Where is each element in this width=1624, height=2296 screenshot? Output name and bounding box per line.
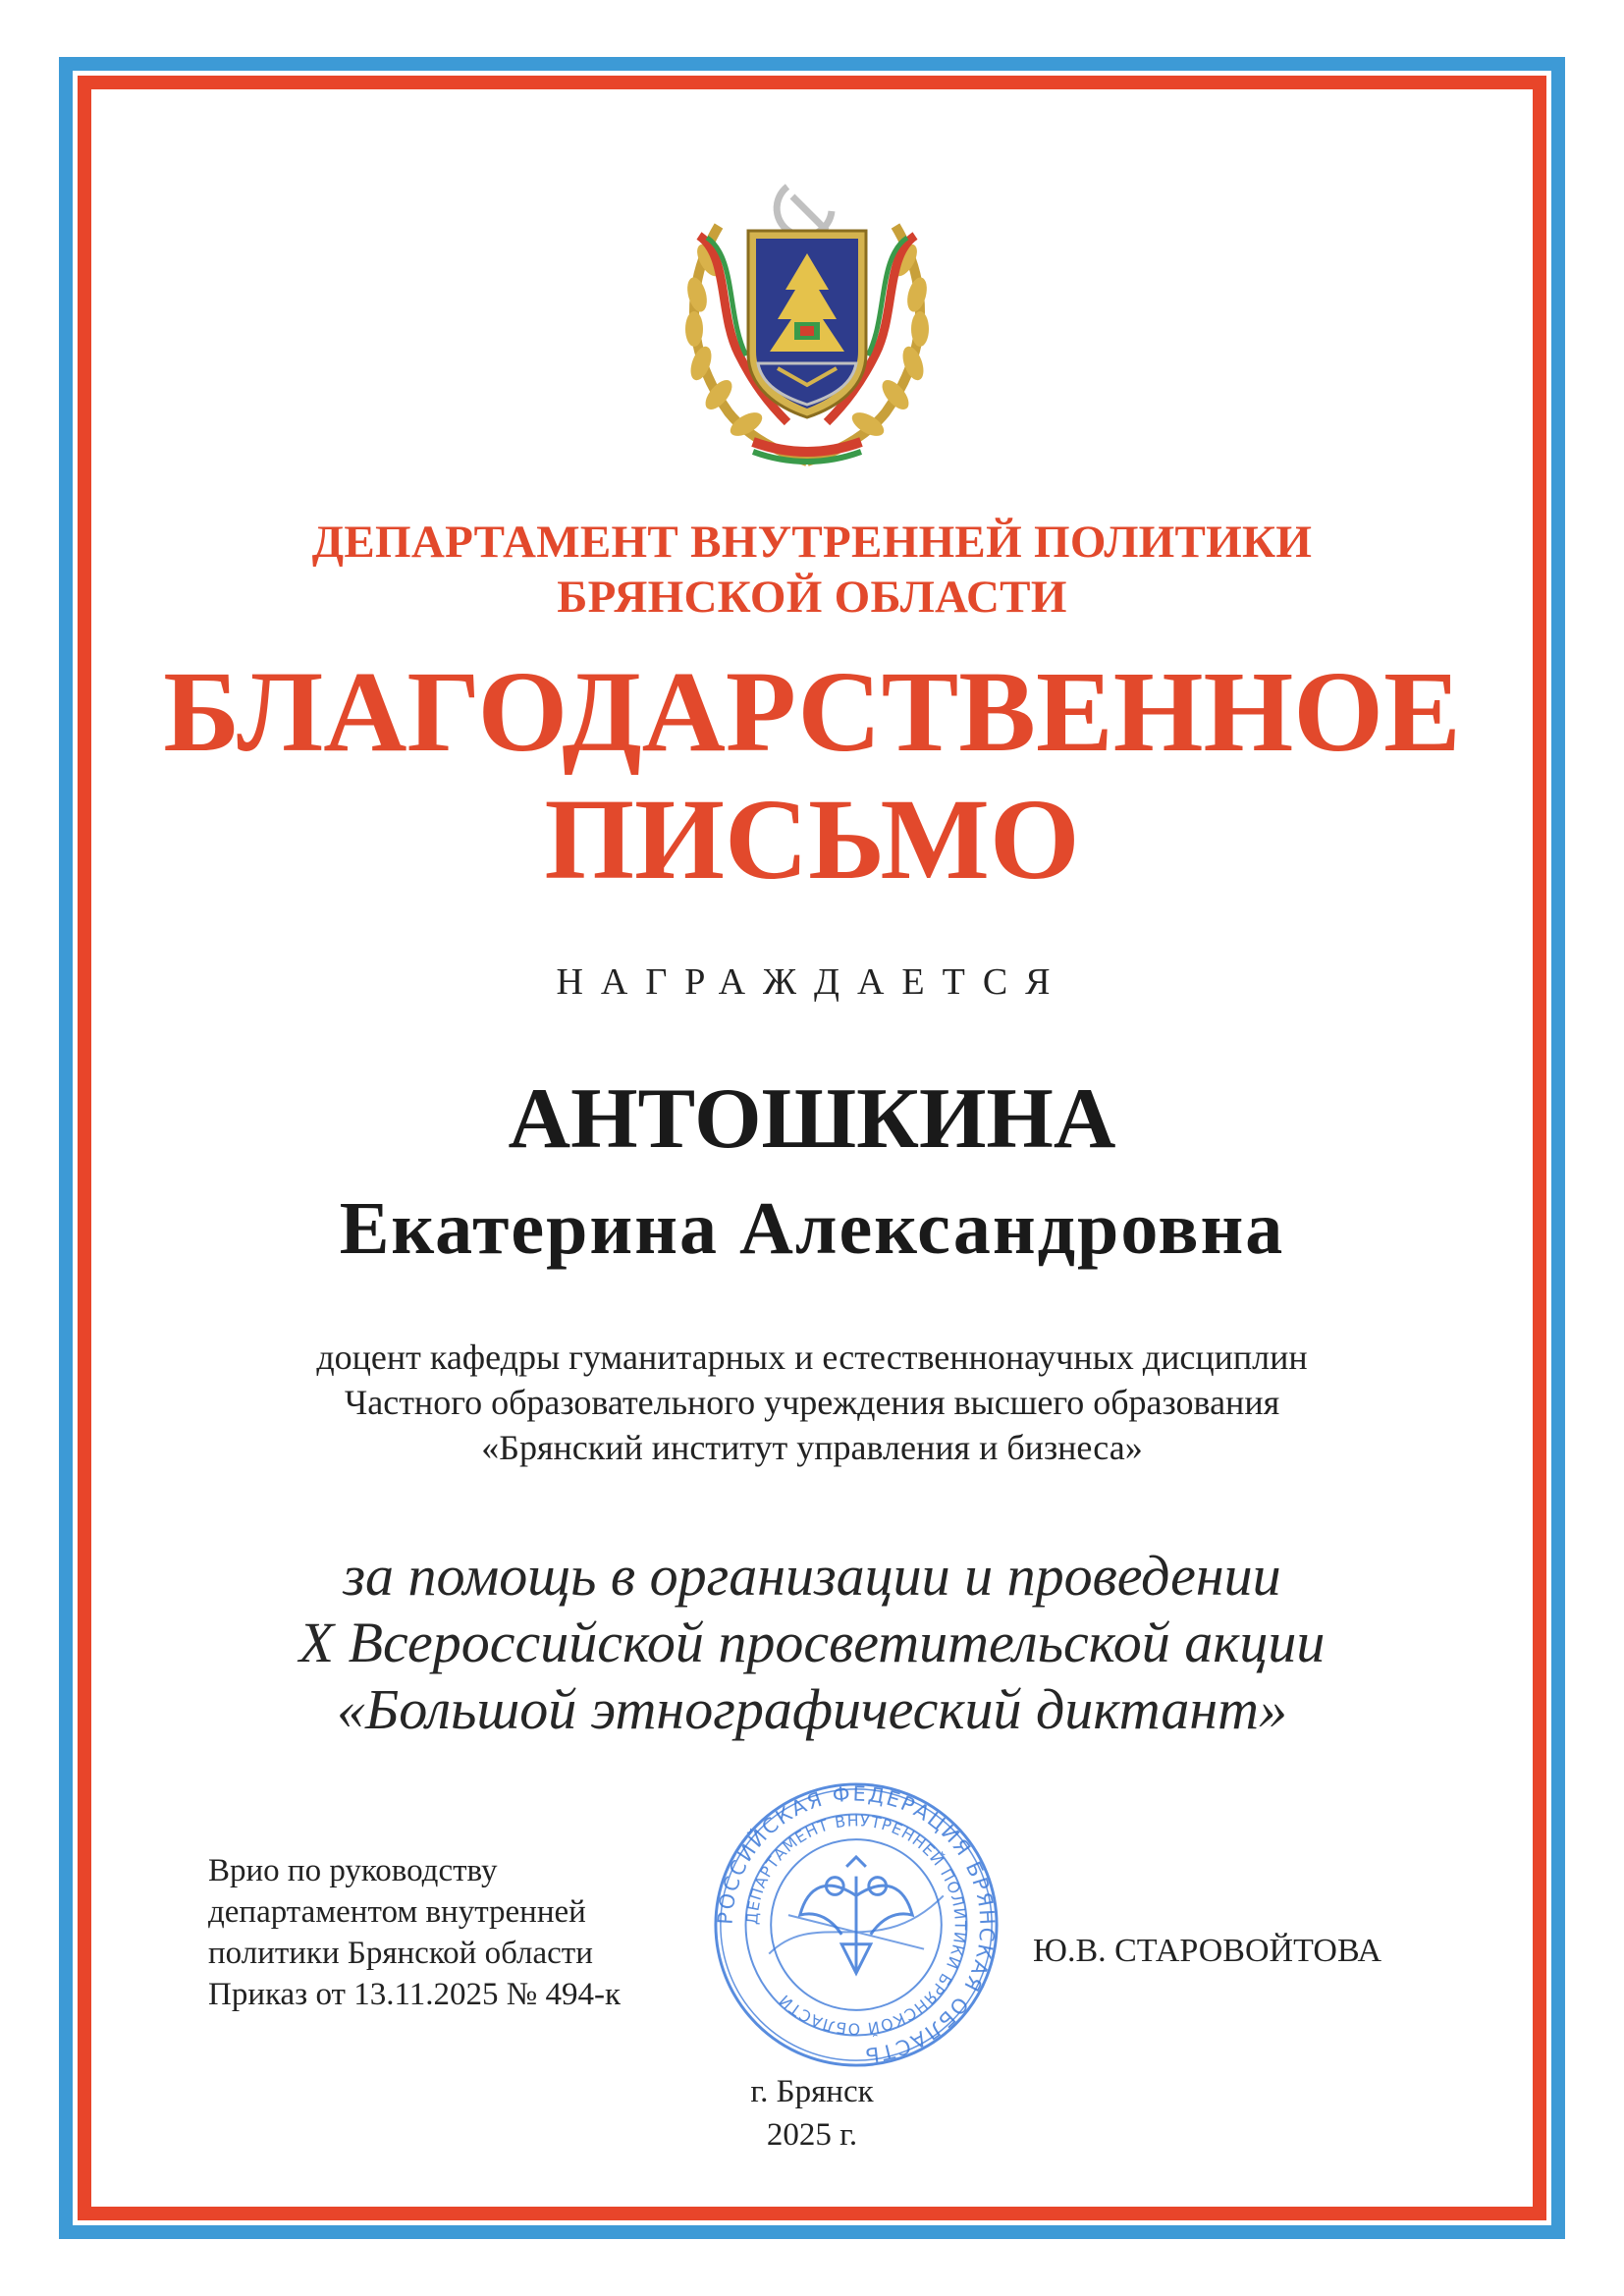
issue-year: 2025 г. [766,2117,858,2153]
document-title-line2: ПИСЬМО [544,775,1080,903]
signatory-line2: департаментом внутренней [208,1894,586,1930]
signatory-line3: политики Брянской области [208,1936,593,1971]
position-line1: доцент кафедры гуманитарных и естественнонаучных дисциплин [316,1338,1308,1377]
stamp-inner-text: ДЕПАРТАМЕНТ ВНУТРЕННЕЙ ПОЛИТИКИ БРЯНСКОЙ ОБЛАСТИ [742,1811,970,2039]
signatory-name: Ю.В. СТАРОВОЙТОВА [1033,1933,1382,1969]
issue-place: г. Брянск [750,2074,874,2109]
reason-line2: X Всероссийской просветительской акции [298,1611,1326,1674]
awarded-label: НАГРАЖДАЕТСЯ [556,961,1068,1003]
signatory-line1: Врио по руководству [208,1853,498,1888]
position-line3: «Брянский институт управления и бизнеса» [481,1428,1143,1467]
hammer-sickle-icon [777,187,832,236]
reason-line1: за помощь в организации и проведении [343,1544,1281,1608]
department-name-line1: ДЕПАРТАМЕНТ ВНУТРЕННЕЙ ПОЛИТИКИ [311,517,1313,568]
shield-icon [748,231,866,417]
double-headed-eagle-icon [800,1857,912,1973]
signatory-title [208,1850,719,2015]
recipient-given-names: Екатерина Александровна [339,1187,1285,1270]
coat-of-arms-emblem [660,167,954,471]
stamp-outer-text: РОССИЙСКАЯ ФЕДЕРАЦИЯ БРЯНСКАЯ ОБЛАСТЬ [713,1781,1000,2068]
ribbon-icon [753,442,861,452]
position-line2: Частного образовательного учреждения высшего образования [344,1383,1280,1422]
reason-line3: «Большой этнографический диктант» [337,1677,1287,1741]
recipient-surname: АНТОШКИНА [508,1071,1116,1167]
document-title-line1: БЛАГОДАРСТВЕННОЕ [163,647,1461,776]
official-stamp [711,1779,1001,2070]
signatory-order: Приказ от 13.11.2025 № 494-к [208,1977,621,2012]
department-name-line2: БРЯНСКОЙ ОБЛАСТИ [557,572,1067,623]
